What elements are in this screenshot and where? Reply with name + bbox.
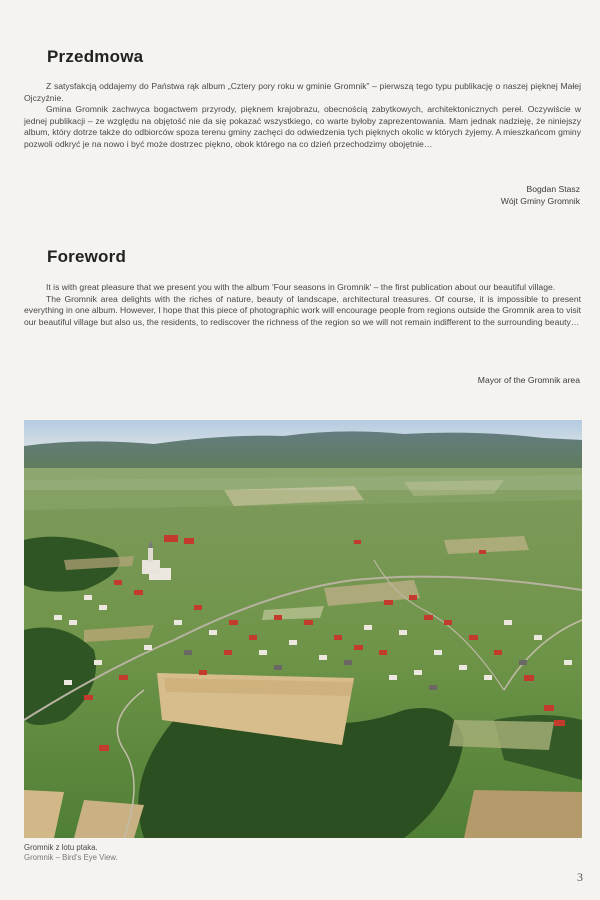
english-signature [478, 375, 580, 387]
photo-caption [24, 843, 118, 863]
aerial-landscape-image [24, 420, 582, 838]
polish-paragraph-2: Gmina Gromnik zachwyca bogactwem przyrody, pięknem krajobrazu, obecnością zabytkowych, architektonicznych pereł. Oczywiście w jednej publikacji – ze względu na objętość nie da się pokazać wszystkiego, co warte byłoby zaprezentowania. Mam jednak nadzieję, że niniejszy album, który dotrze także do odbiorców spoza terenu gminy zachęci do odwiedzenia tych pięknych okolic w których żyjemy. A mieszkańcom gminy pozwoli odkryć je na nowo i być może dostrzec piękno, obok którego na co dzień przechodzimy obojętnie… [24, 104, 581, 149]
english-text [24, 282, 581, 328]
english-heading: Foreword [47, 247, 127, 266]
caption-polish: Gromnik z lotu ptaka. [24, 843, 98, 852]
caption-english: Gromnik – Bird's Eye View. [24, 853, 118, 862]
page-number: 3 [577, 870, 583, 884]
polish-text [24, 81, 581, 151]
aerial-photo [24, 420, 582, 838]
signature-title-en: Mayor of the Gromnik area [477, 375, 580, 385]
polish-heading: Przedmowa [47, 47, 144, 66]
signature-title-pl: Wójt Gminy Gromnik [500, 195, 580, 206]
english-paragraph-1: It is with great pleasure that we present you with the album 'Four seasons in Gromnik' – the first publication about our beautiful village. [46, 282, 556, 292]
signature-name: Bogdan Stasz [526, 184, 580, 194]
english-paragraph-2: The Gromnik area delights with the riches of nature, beauty of landscape, architectural treasures. Of course, it is impossible to present everything in one album. However, I hope that this piece of photographic work will encourage people from regions outside the Gromnik area to visit our beautiful village but also us, the residents, to rediscover the richness of the region so we will not remain indifferent to the surrounding beauty… [24, 293, 581, 327]
polish-paragraph-1: Z satysfakcją oddajemy do Państwa rąk album „Cztery pory roku w gminie Gromnik” – pierwszą tego typu publikację o naszej pięknej Małej Ojczyźnie. [24, 81, 581, 103]
polish-signature [501, 184, 580, 207]
